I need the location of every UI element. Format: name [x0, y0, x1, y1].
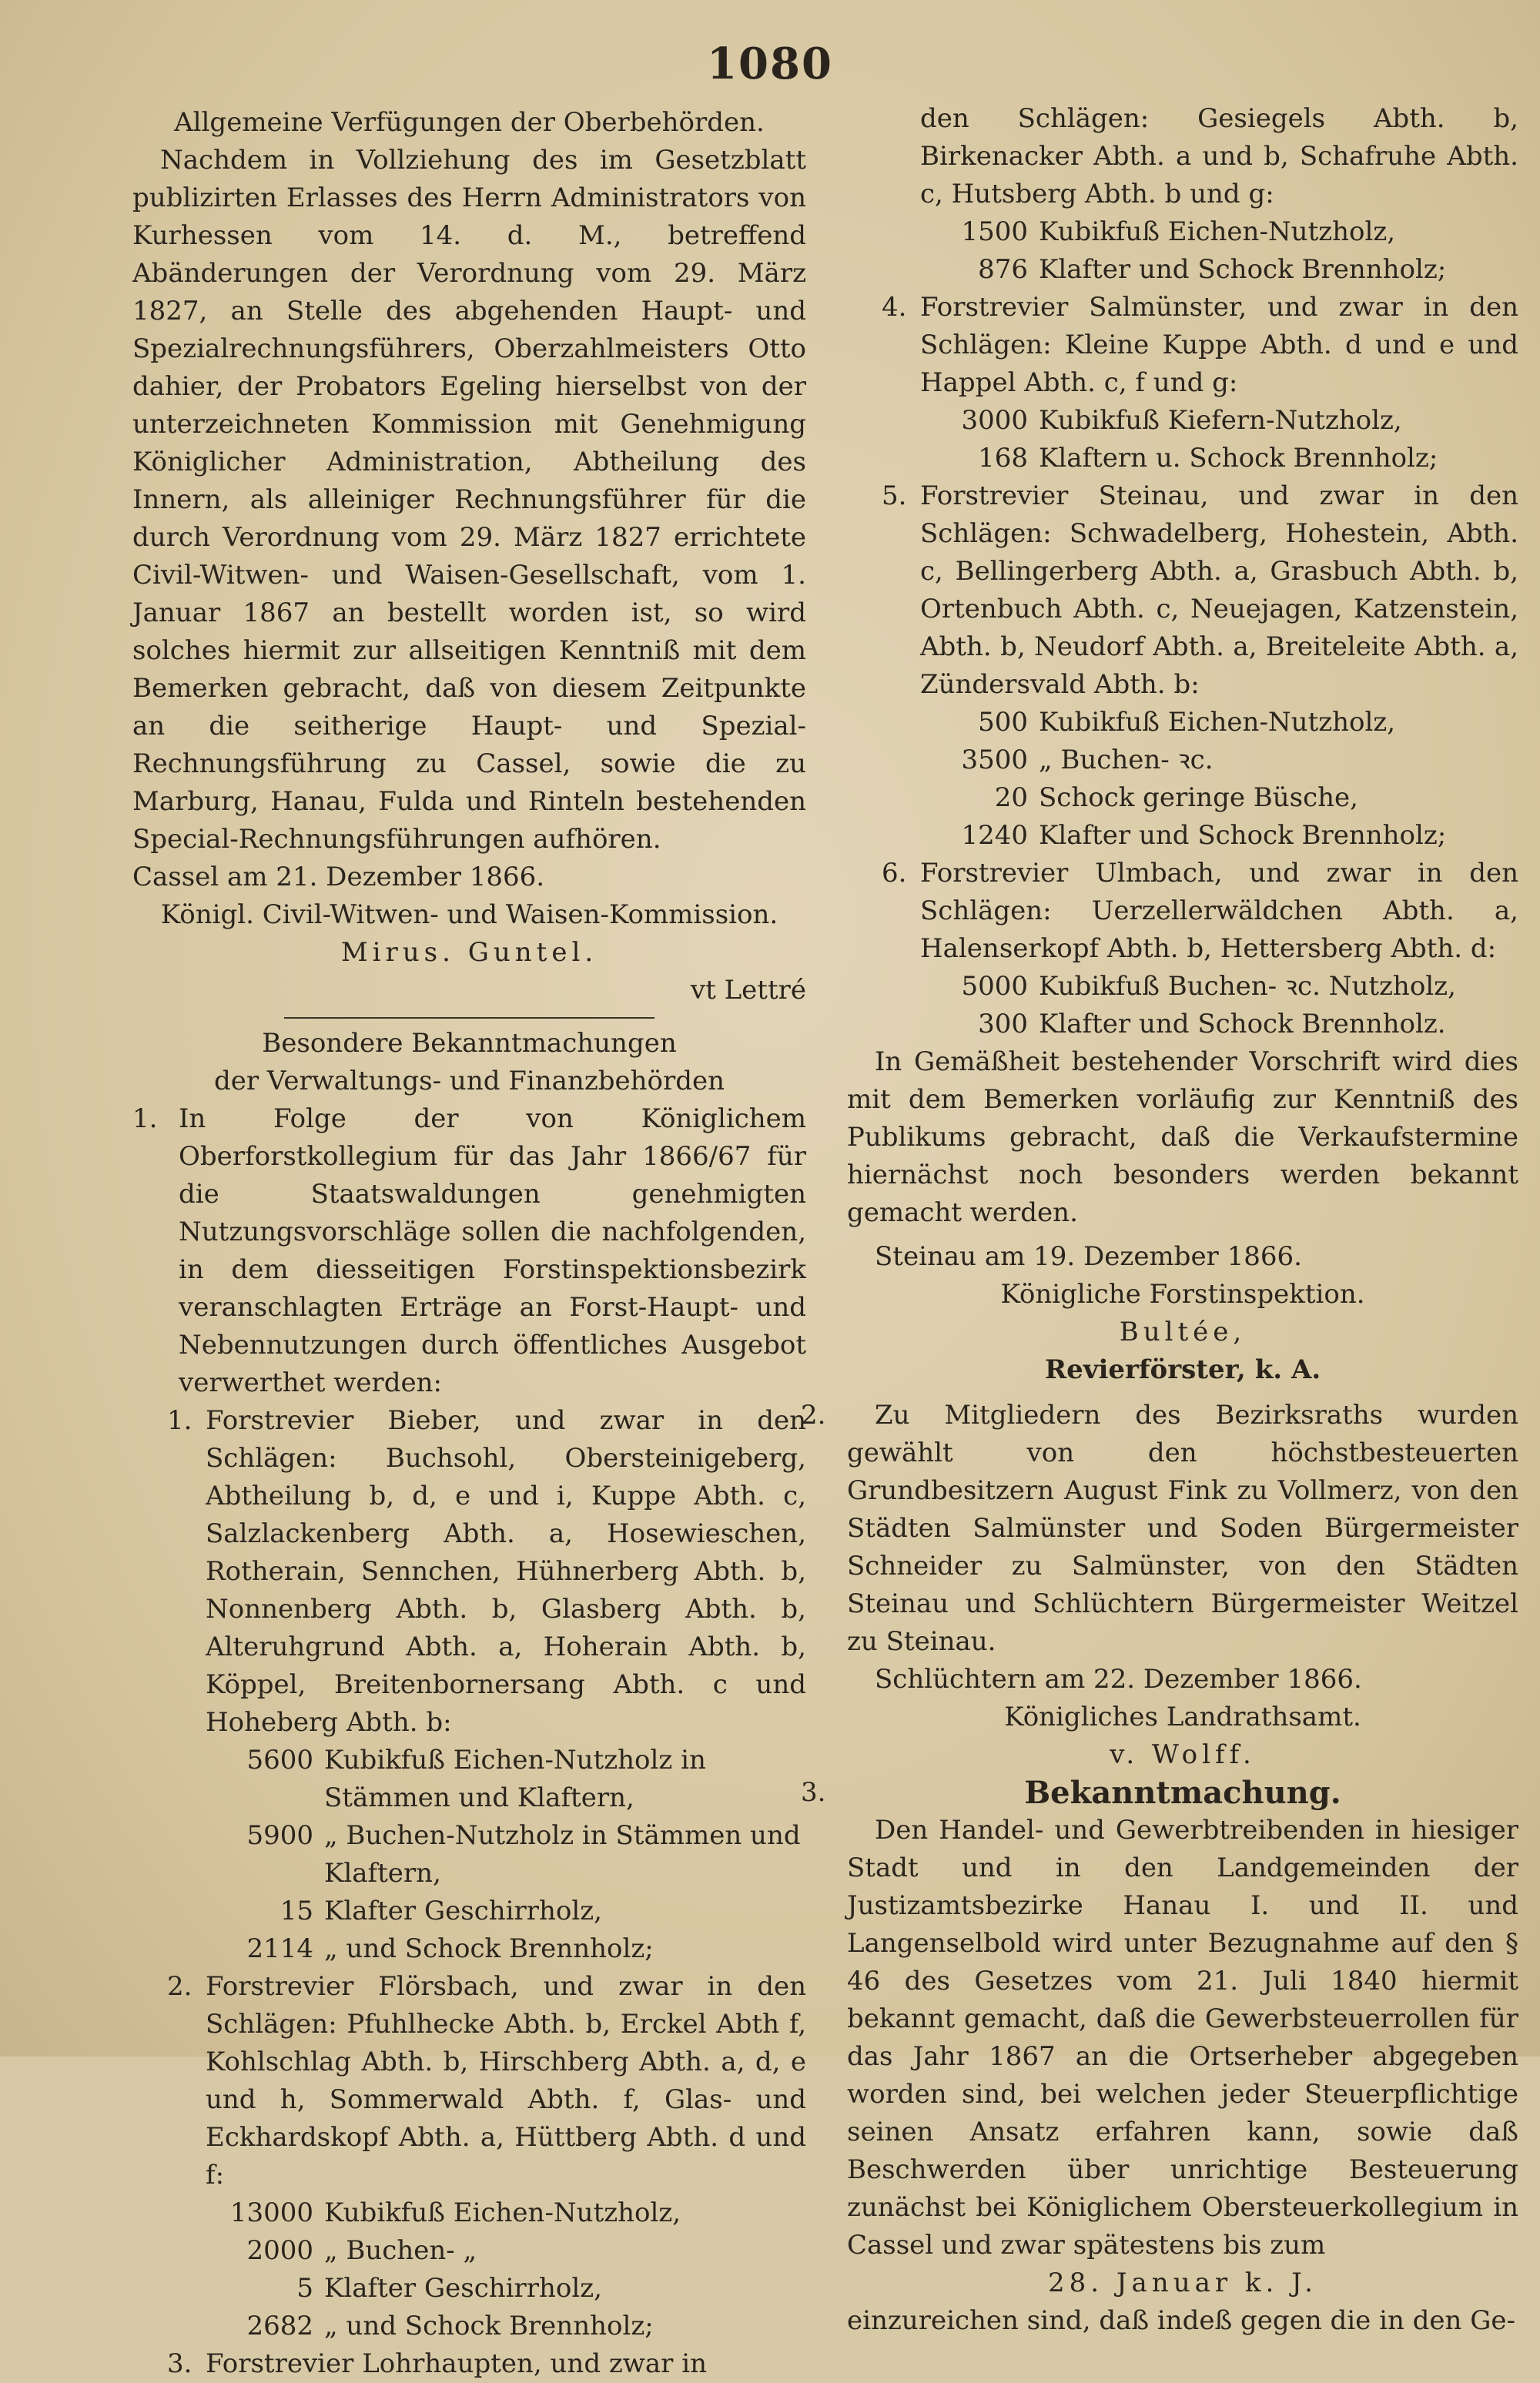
- quantity-desc: Klafter und Schock Brennholz;: [1039, 254, 1447, 285]
- item1-closing: In Gemäßheit bestehender Vorschrift wird dies mit dem Bemerken vorläufig zur Kenntniß des Publikums gebracht, daß die Verkaufstermine hiernächst noch besonders werden bekannt gemacht werden.: [847, 1046, 1518, 1228]
- quantity-value: 2682: [246, 2311, 313, 2341]
- announcement-item-2: [801, 1397, 1518, 1661]
- quantity-desc: „ und Schock Brennholz;: [324, 2311, 654, 2341]
- quantity-desc: „ Buchen- „: [324, 2235, 477, 2266]
- quantity-desc: „ und Schock Brennholz;: [324, 1933, 654, 1964]
- item2-signer: v. Wolff.: [1110, 1739, 1256, 1770]
- quantity-row: [206, 1893, 806, 1930]
- quantity-row: [206, 1817, 806, 1893]
- forest-district-6: [847, 855, 1518, 1043]
- sub-text: Forstrevier Bieber, und zwar in den Schlägen: Buchsohl, Obersteinigeberg, Abtheilung b, d, e und i, Kuppe Abth. c, Salzlackenberg Abth. a, Hosewieschen, Rotherain, Sennchen, Hühnerberg Abth. b, Nonnenberg Abth. b, Glasberg Abth. b, Alteruhgrund Abth. a, Hoherain Abth. b, Köppel, Breitenbornersang Abth. c und Hoheberg Abth. b:: [206, 1405, 806, 1738]
- item-number: 3.: [801, 1777, 826, 1808]
- quantity-row: [206, 2194, 806, 2232]
- quantity-desc: „ Buchen-Nutzholz in Stämmen und Klaftern,: [324, 1820, 801, 1889]
- forest-district-2: [132, 1968, 806, 2345]
- quantity-desc: Kubikfuß Eichen-Nutzholz in Stämmen und Klaftern,: [324, 1745, 706, 1813]
- section2-title-line1: Besondere Bekanntmachungen: [262, 1028, 677, 1059]
- forest-district-4: [847, 289, 1518, 477]
- announcement-item-3: [801, 1774, 1518, 2340]
- item-text: Zu Mitgliedern des Bezirksraths wurden gewählt von den höchstbesteuerten Grundbesitzern August Fink zu Vollmerz, von den Städten Salmünster und Soden Bürgermeister Schneider zu Salmünster, von den Städten Steinau und Schlüchtern Bürgermeister Weitzel zu Steinau.: [847, 1400, 1518, 1657]
- item3-tail: einzureichen sind, daß indeß gegen die in den Ge-: [847, 2305, 1516, 2336]
- item1-authority: Königliche Forstinspektion.: [1000, 1279, 1365, 1310]
- quantity-value: 15: [280, 1896, 313, 1926]
- item1-date: Steinau am 19. Dezember 1866.: [875, 1241, 1302, 1272]
- item-number: 1.: [132, 1103, 158, 1134]
- quantity-value: 3000: [961, 405, 1028, 436]
- quantity-row: [920, 402, 1518, 440]
- quantity-row: [206, 2270, 806, 2308]
- quantity-row: [206, 2232, 806, 2270]
- notice-signers: Mirus. Guntel.: [340, 937, 598, 968]
- forest-district-5: [847, 477, 1518, 855]
- sub-text: Forstrevier Salmünster, und zwar in den Schlägen: Kleine Kuppe Abth. d und e und Happel Abth. c, f und g:: [920, 292, 1518, 398]
- quantity-row: [920, 440, 1518, 477]
- item1-signer: Bultée,: [1119, 1317, 1247, 1347]
- announcement-item-1: [132, 1100, 806, 1402]
- quantity-value: 300: [978, 1009, 1028, 1039]
- quantity-row: [920, 1006, 1518, 1043]
- section-divider: [284, 1017, 654, 1019]
- quantity-value: 5000: [961, 971, 1028, 1002]
- quantity-desc: Schock geringe Büsche,: [1039, 782, 1358, 813]
- quantity-desc: Kubikfuß Eichen-Nutzholz,: [1039, 216, 1396, 247]
- item-text: In Folge der von Königlichem Oberforstkollegium für das Jahr 1866/67 für die Staatswaldungen genehmigten Nutzungsvorschläge sollen die nachfolgenden, in dem diesseitigen Forstinspektionsbezirk veranschlagten Erträge an Forst-Haupt- und Nebennutzungen durch öffentliches Ausgebot verwerthet werden:: [179, 1103, 806, 1398]
- forest-district-1: [132, 1402, 806, 1968]
- quantity-desc: Klafter und Schock Brennholz.: [1039, 1009, 1446, 1039]
- quantity-desc: Kubikfuß Kiefern-Nutzholz,: [1039, 405, 1402, 436]
- sub-number: 2.: [167, 1971, 192, 2002]
- sub-text: Forstrevier Steinau, und zwar in den Schlägen: Schwadelberg, Hohestein, Abth. c, Bellingerberg Abth. a, Grasbuch Abth. b, Ortenbuch Abth. c, Neuejagen, Katzenstein, Abth. b, Neudorf Abth. a, Breiteleite Abth. a, Zündersvald Abth. b:: [920, 480, 1518, 700]
- quantity-value: 500: [978, 707, 1028, 738]
- quantity-value: 168: [978, 443, 1028, 474]
- notice-text: Nachdem in Vollziehung des im Gesetzblatt publizirten Erlasses des Herrn Administrators von Kurhessen vom 14. d. M., betreffend Abänderungen der Verordnung vom 29. März 1827, an Stelle des abgehenden Haupt- und Spezialrechnungsführers, Oberzahlmeisters Otto dahier, der Probators Egeling hierselbst von der unterzeichneten Kommission mit Genehmigung Königlicher Administration, Abtheilung des Innern, als alleiniger Rechnungsführer für die durch Verordnung vom 29. März 1827 errichtete Civil-Witwen- und Waisen-Gesellschaft, vom 1. Januar 1867 an bestellt worden ist, so wird solches hiermit zur allseitigen Kenntniß mit dem Bemerken gebracht, daß von diesem Zeitpunkte an die seitherige Haupt- und Spezial-Rechnungsführung zu Cassel, sowie die zu Marburg, Hanau, Fulda und Rinteln bestehenden Special-Rechnungsführungen aufhören.: [132, 145, 806, 855]
- quantity-value: 3500: [961, 745, 1028, 775]
- quantity-desc: Klafter Geschirrholz,: [324, 2273, 602, 2304]
- quantity-value: 1500: [961, 216, 1028, 247]
- quantity-value: 5600: [246, 1745, 313, 1776]
- sub-number: 1.: [167, 1405, 192, 1436]
- section-title: Allgemeine Verfügungen der Oberbehörden.: [174, 107, 765, 138]
- quantity-value: 2000: [246, 2235, 313, 2266]
- quantity-value: 13000: [229, 2197, 313, 2228]
- sub-text: Forstrevier Flörsbach, und zwar in den Schlägen: Pfuhlhecke Abth. b, Erckel Abth f, Kohlschlag Abth. b, Hirschberg Abth. a, d, e und h, Sommerwald Abth. f, Glas- und Eckhardskopf Abth. a, Hüttberg Abth. d und f:: [206, 1971, 806, 2191]
- item2-authority: Königliches Landrathsamt.: [1004, 1702, 1361, 1732]
- item3-deadline: 28. Januar k. J.: [1048, 2268, 1317, 2298]
- sub-number: 3.: [167, 2348, 192, 2379]
- quantity-row: [920, 779, 1518, 817]
- forest-district-3-cont: [847, 100, 1518, 289]
- sub-text: Forstrevier Lohrhaupten, und zwar in: [206, 2348, 708, 2379]
- notice-authority: Königl. Civil-Witwen- und Waisen-Kommission.: [160, 899, 778, 930]
- quantity-row: [920, 817, 1518, 855]
- quantity-value: 876: [978, 254, 1028, 285]
- quantity-row: [206, 1742, 806, 1817]
- quantity-row: [920, 213, 1518, 251]
- left-column: [132, 104, 806, 2383]
- forest-district-3: [132, 2345, 806, 2383]
- quantity-desc: Kubikfuß Buchen- ꝛc. Nutzholz,: [1039, 971, 1456, 1002]
- sub-number: 6.: [882, 858, 907, 889]
- quantity-value: 5900: [246, 1820, 313, 1851]
- item-text: Den Handel- und Gewerbtreibenden in hiesiger Stadt und in den Landgemeinden der Justizamtsbezirke Hanau I. und II. und Langenselbold wird unter Bezugnahme auf den § 46 des Gesetzes vom 21. Juli 1840 hiermit bekannt gemacht, daß die Gewerbsteuerrollen für das Jahr 1867 an die Ortserheber abgegeben worden sind, bei welchen jeder Steuerpflichtige seinen Ansatz erfahren kann, sowie daß Beschwerden über unrichtige Besteuerung zunächst bei Königlichem Obersteuerkollegium in Cassel und zwar spätestens bis zum: [847, 1815, 1518, 2261]
- quantity-desc: Klafter Geschirrholz,: [324, 1896, 602, 1926]
- item3-title: Bekanntmachung.: [1024, 1775, 1341, 1811]
- quantity-value: 2114: [246, 1933, 313, 1964]
- quantity-value: 1240: [961, 820, 1028, 851]
- item-number: 2.: [801, 1400, 826, 1431]
- quantity-row: [920, 968, 1518, 1006]
- quantity-desc: Kubikfuß Eichen-Nutzholz,: [1039, 707, 1396, 738]
- sub-text: Forstrevier Ulmbach, und zwar in den Schlägen: Uerzellerwäldchen Abth. a, Halenserkopf Abth. b, Hettersberg Abth. d:: [920, 858, 1518, 964]
- quantity-row: [206, 2308, 806, 2345]
- quantity-desc: „ Buchen- ꝛc.: [1039, 745, 1214, 775]
- section2-title-line2: der Verwaltungs- und Finanzbehörden: [213, 1066, 725, 1096]
- quantity-value: 20: [994, 782, 1028, 813]
- sub-number: 5.: [882, 480, 907, 511]
- right-column: [801, 100, 1518, 2340]
- notice-date: Cassel am 21. Dezember 1866.: [132, 862, 545, 892]
- quantity-value: 5: [296, 2273, 313, 2304]
- item2-date: Schlüchtern am 22. Dezember 1866.: [875, 1664, 1362, 1695]
- quantity-row: [920, 741, 1518, 779]
- quantity-row: [206, 1930, 806, 1968]
- quantity-row: [920, 704, 1518, 741]
- page-number: 1080: [707, 38, 833, 89]
- sub-number: 4.: [882, 292, 907, 323]
- notice-vt: vt Lettré: [690, 975, 806, 1006]
- quantity-desc: Kubikfuß Eichen-Nutzholz,: [324, 2197, 681, 2228]
- item1-signer-title: Revierförster, k. A.: [1044, 1354, 1321, 1385]
- quantity-row: [920, 251, 1518, 289]
- quantity-desc: Klafter und Schock Brennholz;: [1039, 820, 1447, 851]
- quantity-desc: Klaftern u. Schock Brennholz;: [1039, 443, 1438, 474]
- sub-text: den Schlägen: Gesiegels Abth. b, Birkenacker Abth. a und b, Schafruhe Abth. c, Hutsberg Abth. b und g:: [920, 103, 1518, 209]
